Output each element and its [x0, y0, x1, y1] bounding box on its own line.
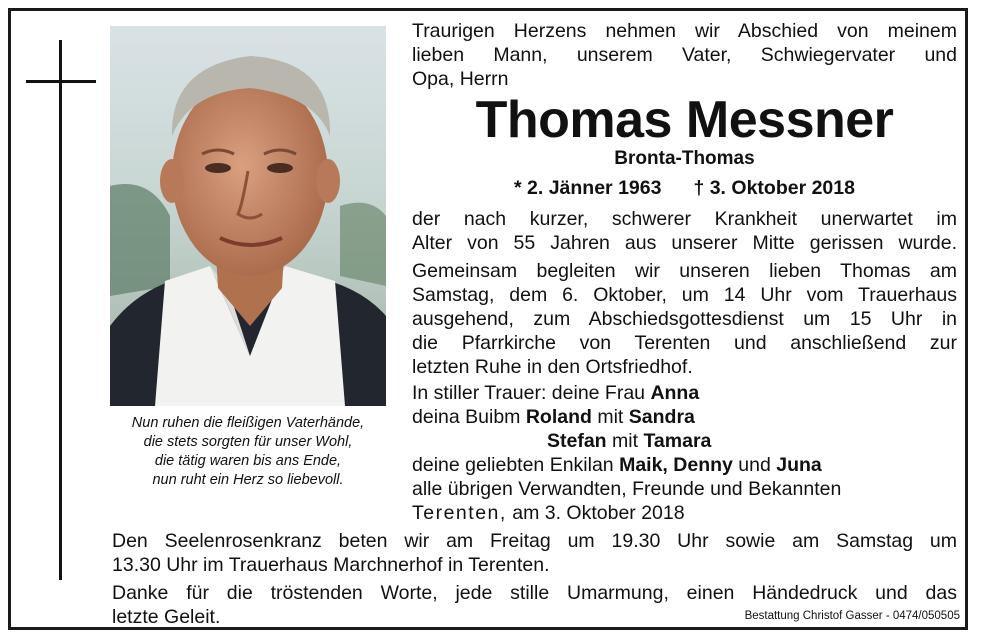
life-dates [412, 176, 957, 200]
portrait-photo [110, 26, 386, 406]
intro-line: Opa, Herrn [412, 68, 509, 90]
place-date: Terenten, am 3. Oktober 2018 [412, 502, 685, 524]
mourner-name: Roland [525, 406, 592, 428]
rosary-line: Den Seelenrosenkranz beten wir am Freitag um 19.30 Uhr sowie am Samstag um [112, 530, 957, 552]
rosary-line: 13.30 Uhr im Trauerhaus Marchnerhof in Terenten. [112, 554, 550, 576]
memorial-poem [110, 414, 386, 490]
poem-line: Nun ruhen die fleißigen Vaterhände, [131, 415, 365, 431]
mourners-line: Stefan mit Tamara [547, 430, 712, 452]
mourners-line: In stiller Trauer: deine Frau Anna [412, 382, 700, 404]
thanks-line: Danke für die tröstenden Worte, jede stille Umarmung, einen Händedruck und das [112, 582, 957, 604]
paragraph-line: die Pfarrkirche von Terenten und anschließend zur [412, 332, 957, 354]
mourners-line: alle übrigen Verwandten, Freunde und Bekannten [412, 478, 842, 500]
intro-line: lieben Mann, unserem Vater, Schwiegervater und [412, 44, 957, 66]
paragraph-line: Samstag, dem 6. Oktober, um 14 Uhr vom Trauerhaus [412, 284, 957, 306]
deceased-name: Thomas Messner [475, 91, 894, 149]
mourners-line: deine geliebten Enkilan Maik, Denny und Juna [412, 454, 822, 476]
death-date: † 3. Oktober 2018 [693, 177, 855, 199]
mourner-name: Sandra [628, 406, 695, 428]
intro-line: Traurigen Herzens nehmen wir Abschied von meinem [412, 20, 957, 42]
paragraph-line: ausgehend, zum Abschiedsgottesdienst um 15 Uhr in [412, 308, 957, 330]
mourner-name: Anna [650, 382, 700, 404]
mourner-name: Maik, Denny [619, 454, 733, 476]
mourners-line: deina Buibm Roland mit Sandra [412, 406, 695, 428]
paragraph-line: letzten Ruhe in den Ortsfriedhof. [412, 356, 693, 378]
cross-vertical-bar [59, 40, 62, 580]
poem-line: nun ruht ein Herz so liebevoll. [152, 472, 344, 488]
place: Terenten, [412, 502, 507, 524]
thanks-line: letzte Geleit. [112, 606, 221, 628]
mourner-name: Stefan [547, 430, 607, 452]
funeral-home-credit: Bestattung Christof Gasser - 0474/050505 [744, 610, 960, 622]
paragraph-line: Gemeinsam begleiten wir unseren lieben Thomas am [412, 260, 957, 282]
mourner-name: Juna [776, 454, 822, 476]
paragraph-line: Alter von 55 Jahren aus unserer Mitte gerissen wurde. [412, 232, 957, 254]
mourner-name: Tamara [643, 430, 712, 452]
poem-line: die tätig waren bis ans Ende, [154, 453, 342, 469]
cross-horizontal-bar [26, 80, 96, 83]
deceased-nickname: Bronta-Thomas [614, 148, 755, 169]
birth-date: * 2. Jänner 1963 [514, 177, 662, 199]
poem-line: die stets sorgten für unser Wohl, [143, 434, 353, 450]
paragraph-line: der nach kurzer, schwerer Krankheit unerwartet im [412, 208, 957, 230]
